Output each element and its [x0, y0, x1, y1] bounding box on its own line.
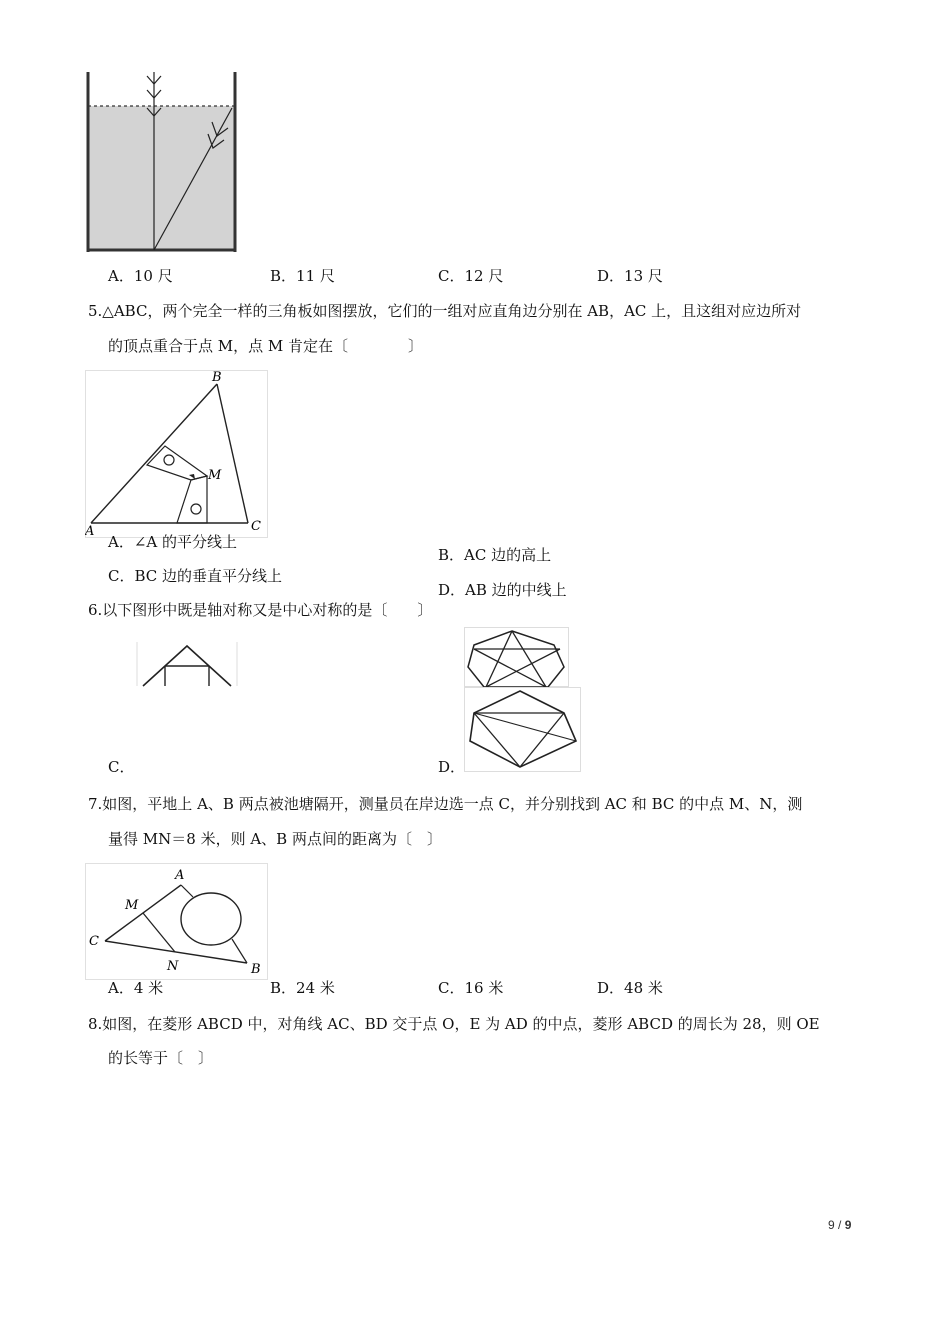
label-m: M — [125, 898, 139, 913]
total-pages: 9 — [844, 1218, 852, 1232]
q5-option-b: B．AC 边的高上 — [438, 546, 552, 564]
q7-option-c: C．16 米 — [438, 979, 504, 997]
label-n: N — [167, 959, 179, 974]
label-b: B — [251, 962, 261, 977]
pond-distance-figure — [85, 863, 269, 981]
q7-option-b: B．24 米 — [270, 979, 335, 997]
label-c: C — [251, 519, 261, 534]
q8-stem-line2: 的长等于〔 〕 — [108, 1049, 214, 1067]
q6-stem: 6.以下图形中既是轴对称又是中心对称的是〔 〕 — [88, 601, 433, 619]
q5-stem-line2: 的顶点重合于点 M，点 M 肯定在〔 〕 — [108, 337, 424, 355]
q5-option-c: C．BC 边的垂直平分线上 — [108, 567, 283, 585]
house-shape-figure — [135, 640, 239, 688]
q6-option-c: C． — [108, 758, 135, 776]
label-m: M — [208, 468, 222, 483]
label-a: A — [85, 524, 95, 538]
star-in-hexagon-figure — [464, 627, 570, 687]
q6-option-d: D． — [438, 758, 466, 776]
q5-option-d: D．AB 边的中线上 — [438, 581, 567, 599]
label-b: B — [212, 370, 222, 385]
current-page: 9 — [828, 1218, 835, 1232]
q4-option-d: D．13 尺 — [597, 267, 663, 285]
hexagon-diagonals-figure — [464, 687, 582, 773]
q5-option-a: A．∠A 的平分线上 — [108, 533, 238, 551]
label-c: C — [89, 934, 99, 949]
q4-option-a: A．10 尺 — [108, 267, 173, 285]
label-a: A — [175, 868, 185, 883]
q4-option-c: C．12 尺 — [438, 267, 504, 285]
q8-stem-line1: 8.如图，在菱形 ABCD 中，对角线 AC、BD 交于点 O，E 为 AD 的中点，菱形 ABCD 的周长为 28，则 OE — [88, 1015, 820, 1033]
q7-option-a: A．4 米 — [108, 979, 164, 997]
q7-option-d: D．48 米 — [597, 979, 663, 997]
water-tank-figure — [84, 72, 240, 254]
triangle-abc-figure — [85, 370, 269, 538]
q7-stem-line2: 量得 MN＝8 米，则 A、B 两点间的距离为〔 〕 — [108, 830, 442, 848]
q4-option-b: B．11 尺 — [270, 267, 335, 285]
page-number — [828, 1218, 851, 1232]
page-separator: / — [834, 1218, 845, 1232]
q7-stem-line1: 7.如图，平地上 A、B 两点被池塘隔开，测量员在岸边选一点 C，并分别找到 AC 和 BC 的中点 M、N，测 — [88, 795, 803, 813]
q5-stem-line1: 5.△ABC，两个完全一样的三角板如图摆放，它们的一组对应直角边分别在 AB，AC 上，且这组对应边所对 — [88, 302, 802, 320]
